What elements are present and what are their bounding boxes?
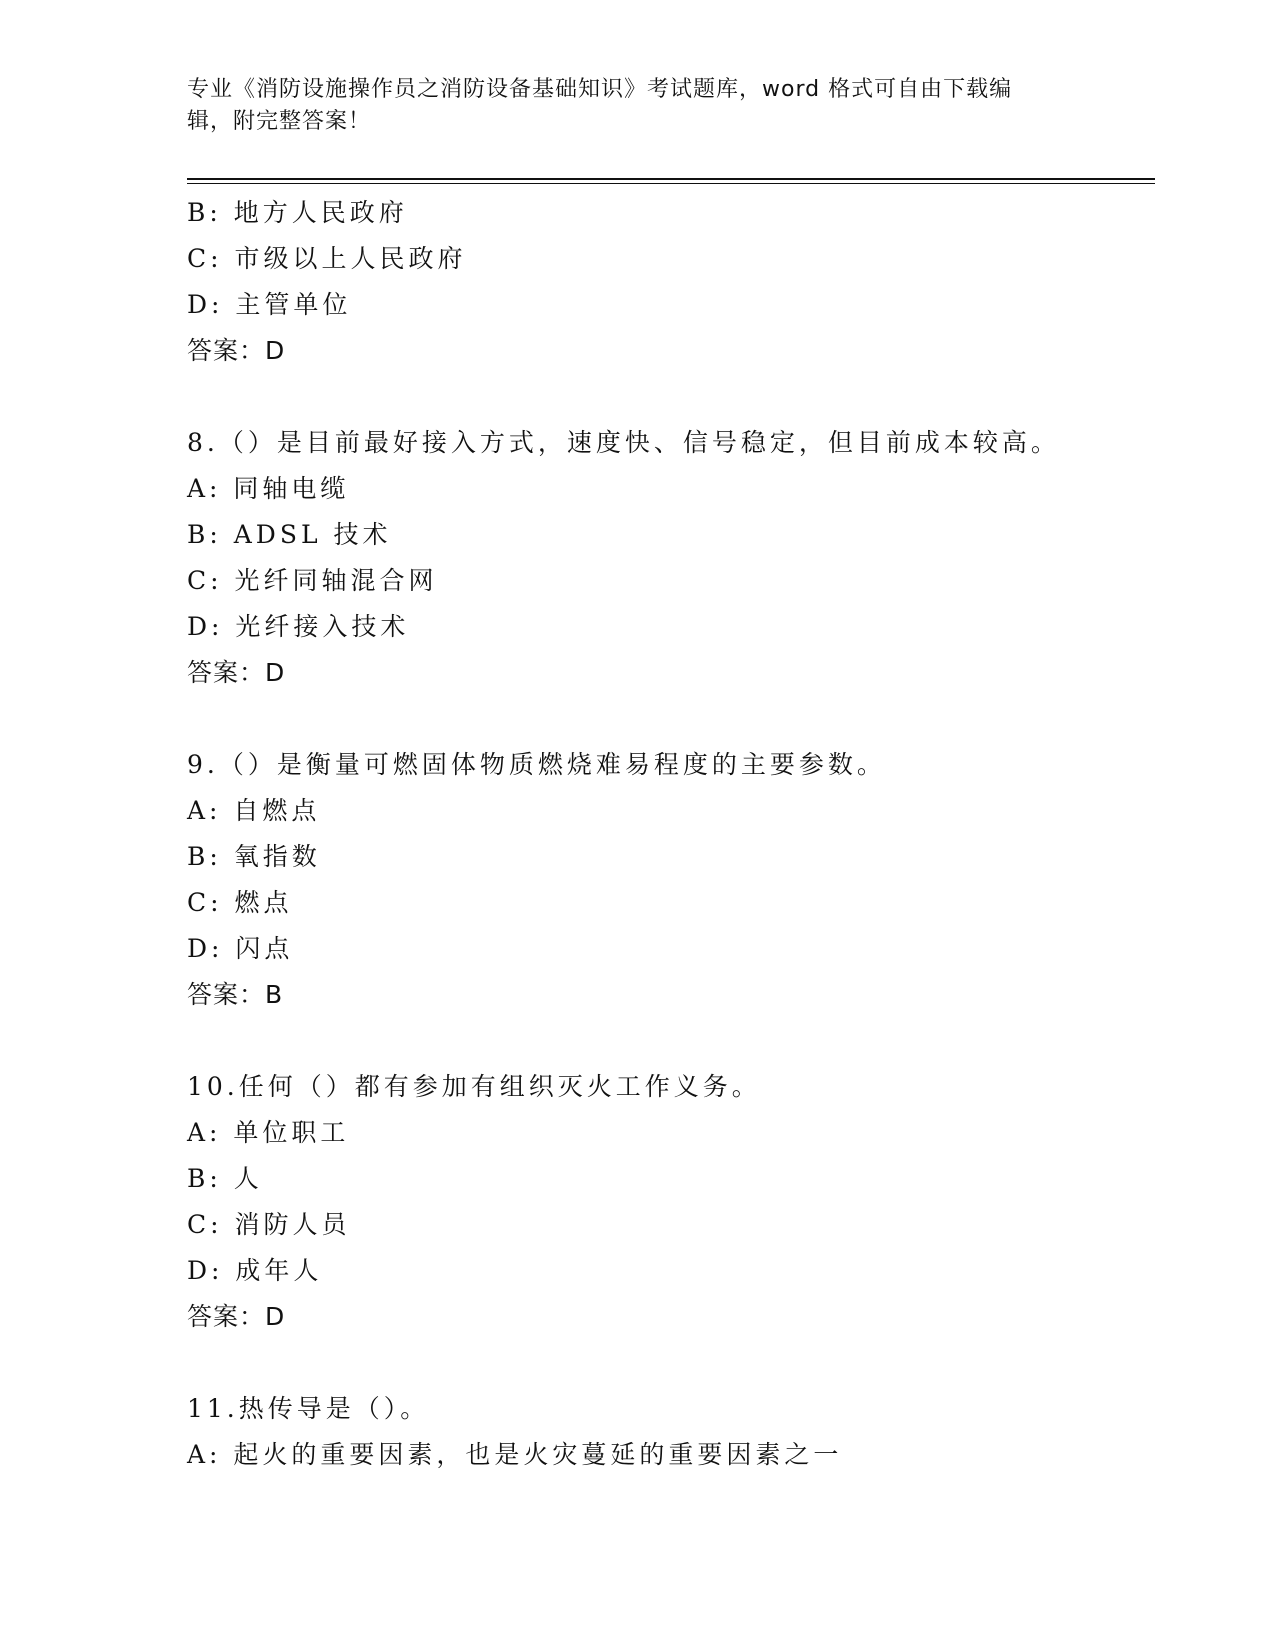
question-9 (187, 742, 1155, 1018)
spacer (187, 1340, 1155, 1386)
document-header (187, 74, 1067, 138)
question-8 (187, 420, 1155, 696)
option-c: C: 光纤同轴混合网 (187, 566, 438, 595)
question-text: 9.（）是衡量可燃固体物质燃烧难易程度的主要参数。 (187, 750, 886, 779)
question-11 (187, 1386, 1155, 1478)
question-list (187, 190, 1155, 1478)
spacer (187, 696, 1155, 742)
option-b: B: 人 (187, 1164, 263, 1193)
option-c: C: 消防人员 (187, 1210, 351, 1239)
option-a: A: 起火的重要因素，也是火灾蔓延的重要因素之一 (187, 1440, 843, 1469)
option-c: C: 燃点 (187, 888, 293, 917)
question-text: 8.（）是目前最好接入方式，速度快、信号稳定，但目前成本较高。 (187, 428, 1060, 457)
header-divider-thin (187, 183, 1155, 184)
question-10 (187, 1064, 1155, 1340)
answer-line: 答案：D (187, 1302, 286, 1331)
option-b: B: 氧指数 (187, 842, 321, 871)
option-a: A: 单位职工 (187, 1118, 350, 1147)
header-line-2: 辑，附完整答案！ (187, 109, 372, 134)
spacer (187, 1018, 1155, 1064)
answer-line: 答案：B (187, 980, 284, 1009)
option-d: D: 闪点 (187, 934, 294, 963)
option-a: A: 自燃点 (187, 796, 321, 825)
option-a: A: 同轴电缆 (187, 474, 350, 503)
question-text: 10.任何（）都有参加有组织灭火工作义务。 (187, 1072, 761, 1101)
answer-line: 答案：D (187, 336, 286, 365)
option-d: D: 主管单位 (187, 290, 352, 319)
spacer (187, 374, 1155, 420)
question-text: 11.热传导是（）。 (187, 1394, 430, 1423)
option-b: B: ADSL 技术 (187, 520, 392, 549)
header-divider-thick (187, 178, 1155, 180)
option-c: C: 市级以上人民政府 (187, 244, 467, 273)
question-7-tail (187, 190, 1155, 374)
option-b: B: 地方人民政府 (187, 198, 408, 227)
option-d: D: 光纤接入技术 (187, 612, 410, 641)
option-d: D: 成年人 (187, 1256, 323, 1285)
answer-line: 答案：D (187, 658, 286, 687)
header-line-1: 专业《消防设施操作员之消防设备基础知识》考试题库，word 格式可自由下载编 (187, 77, 1013, 102)
